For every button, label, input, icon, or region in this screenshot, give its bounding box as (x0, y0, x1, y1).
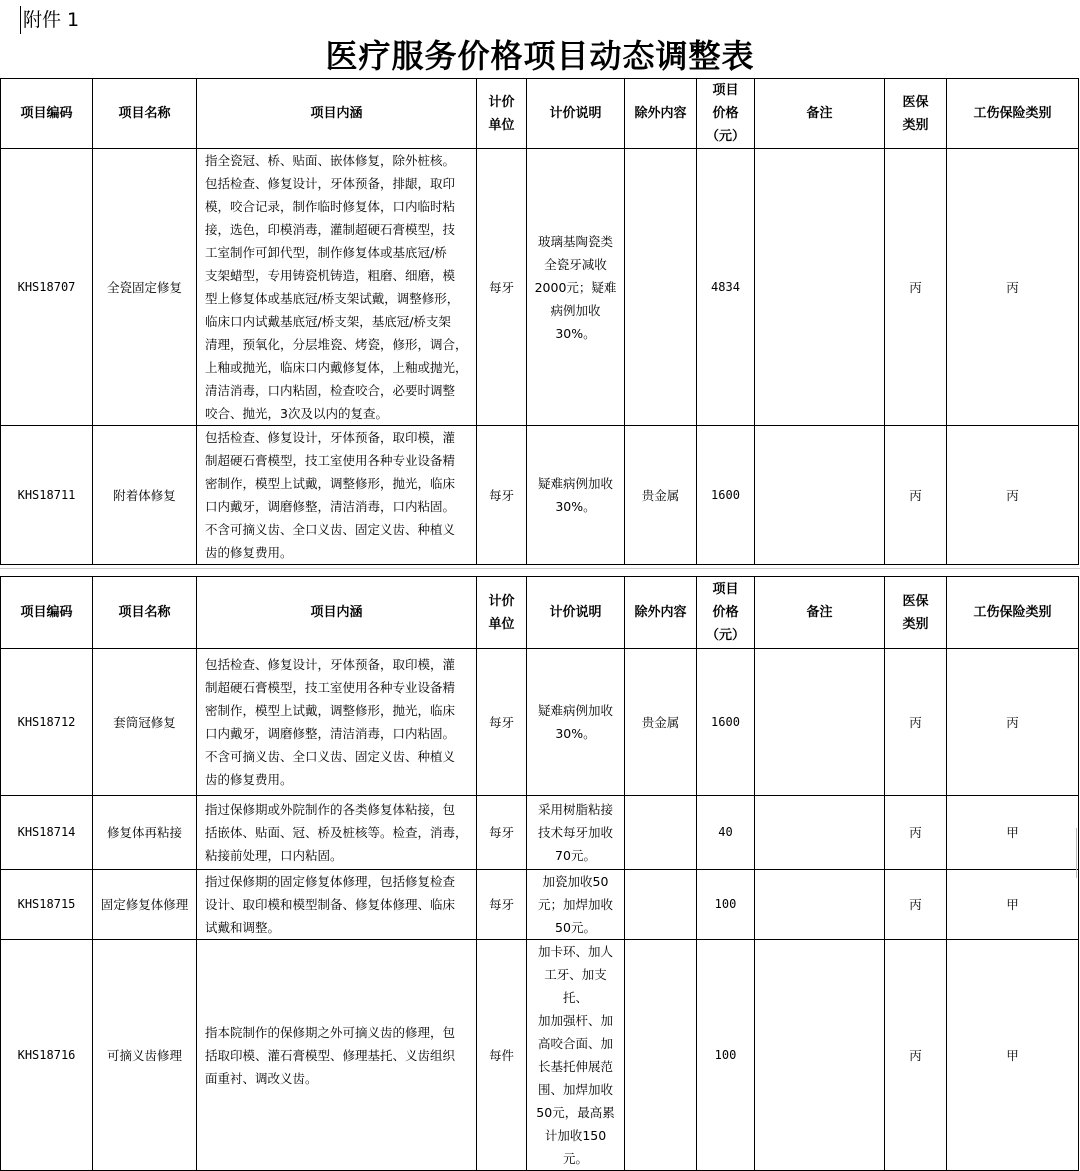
cell-content-line: 不含可摘义齿、全口义齿、固定义齿、种植义 (205, 749, 456, 764)
attachment-label: 附件 1 (20, 6, 79, 34)
cell-remark (755, 940, 885, 1171)
cell-pricing-note-line: 工牙、加支托、 (544, 967, 607, 1005)
cell-excluded (625, 149, 697, 426)
cell-content (197, 870, 477, 940)
cell-remark (755, 426, 885, 565)
cell-content-line: 包括检查、修复设计，牙体预备，取印模，灌 (205, 657, 456, 672)
cell-insurance: 丙 (885, 940, 947, 1171)
cell-code: KHS18716 (1, 940, 93, 1171)
cell-pricing-note-line: 2000元；疑难 (534, 279, 617, 295)
cell-pricing-note-line: 长基托伸展范 (537, 1059, 613, 1074)
header-name: 项目名称 (93, 79, 197, 149)
header-pricing-note: 计价说明 (527, 79, 625, 149)
cell-unit: 每牙 (477, 649, 527, 796)
header-injury: 工伤保险类别 (947, 79, 1079, 149)
header-price-line: 价格 (712, 106, 739, 121)
header-price-line: 项目 (712, 83, 739, 98)
cell-content (197, 796, 477, 870)
cell-pricing-note-line: 50元。 (555, 920, 596, 935)
cell-price: 1600 (697, 426, 755, 565)
cell-name: 全瓷固定修复 (93, 149, 197, 426)
cell-content-line: 指本院制作的保修期之外可摘义齿的修理，包 (205, 1024, 456, 1040)
cell-content-line: 包括检查、修复设计，牙体预备，取印模，灌 (205, 430, 456, 445)
cell-pricing-note-line: 30%。 (555, 325, 596, 341)
cell-pricing-note (527, 426, 625, 565)
cell-pricing-note-line: 高咬合面、加 (537, 1036, 613, 1051)
cell-pricing-note-line: 技术每牙加收 (537, 825, 613, 840)
cell-insurance: 丙 (885, 796, 947, 870)
cell-code: KHS18715 (1, 870, 93, 940)
cell-insurance: 丙 (885, 426, 947, 565)
cell-injury: 甲 (947, 870, 1079, 940)
cell-remark (755, 796, 885, 870)
header-insurance (885, 577, 947, 649)
page-edge-mark (1076, 828, 1080, 878)
cell-price: 100 (697, 870, 755, 940)
cell-name: 套筒冠修复 (93, 649, 197, 796)
cell-pricing-note-line: 计加收150 (544, 1128, 607, 1143)
cell-unit: 每牙 (477, 426, 527, 565)
cell-content (197, 149, 477, 426)
header-price-line: （元） (705, 628, 745, 643)
cell-content-line: 模，咬合记录，制作临时修复体，口内临时粘 (205, 199, 456, 214)
cell-content-line: 面重衬、调改义齿。 (205, 1070, 318, 1086)
cell-pricing-note-line: 30%。 (555, 499, 596, 514)
cell-name: 修复体再粘接 (93, 796, 197, 870)
cell-remark (755, 149, 885, 426)
table-row (1, 940, 1079, 1171)
cell-name: 可摘义齿修理 (93, 940, 197, 1171)
cell-pricing-note-line: 病例加收 (550, 302, 601, 318)
header-unit (477, 79, 527, 149)
cell-insurance: 丙 (885, 149, 947, 426)
cell-excluded (625, 796, 697, 870)
cell-content-line: 粘接前处理，口内粘固。 (205, 848, 343, 863)
cell-content-line: 工室制作可卸代型，制作修复体或基底冠/桥 (205, 245, 447, 260)
cell-excluded: 贵金属 (625, 649, 697, 796)
cell-code: KHS18714 (1, 796, 93, 870)
cell-pricing-note-line: 玻璃基陶瓷类 (537, 233, 613, 249)
cell-excluded: 贵金属 (625, 426, 697, 565)
cell-pricing-note-line: 加瓷加收50 (542, 874, 609, 889)
header-unit (477, 577, 527, 649)
cell-pricing-note-line: 疑难病例加收 (537, 476, 613, 491)
cell-content-line: 包括检查、修复设计，牙体预备，排龈，取印 (205, 176, 456, 191)
cell-code: KHS18712 (1, 649, 93, 796)
page-title: 医疗服务价格项目动态调整表 (325, 37, 755, 75)
table-header-row (1, 79, 1079, 149)
cell-price: 100 (697, 940, 755, 1171)
cell-content-line: 密制作，模型上试戴，调整修形，抛光，临床 (205, 703, 456, 718)
cell-injury: 甲 (947, 796, 1079, 870)
cell-content-line: 咬合、抛光，3次及以内的复查。 (205, 406, 388, 421)
cell-pricing-note-line: 70元。 (555, 848, 596, 863)
cell-pricing-note-line: 全瓷牙减收 (544, 256, 607, 272)
header-price (697, 79, 755, 149)
cell-content-line: 试戴和调整。 (205, 920, 281, 935)
header-price (697, 577, 755, 649)
header-remark: 备注 (755, 577, 885, 649)
cell-pricing-note-line: 加卡环、加人 (537, 944, 613, 959)
cell-content-line: 密制作，模型上试戴，调整修形，抛光，临床 (205, 476, 456, 491)
header-excluded: 除外内容 (625, 79, 697, 149)
cell-injury: 丙 (947, 649, 1079, 796)
cell-injury: 丙 (947, 426, 1079, 565)
cell-pricing-note-line: 加加强杆、加 (537, 1013, 613, 1028)
cell-content-line: 清理，预氧化，分层堆瓷、烤瓷，修形，调合， (205, 337, 468, 352)
cell-pricing-note (527, 940, 625, 1171)
cell-content-line: 括嵌体、贴面、冠、桥及桩核等。检查，消毒， (205, 825, 468, 840)
cell-remark (755, 870, 885, 940)
cell-unit: 每牙 (477, 796, 527, 870)
cell-content-line: 不含可摘义齿、全口义齿、固定义齿、种植义 (205, 522, 456, 537)
table-row (1, 796, 1079, 870)
cell-excluded (625, 870, 697, 940)
header-code: 项目编码 (1, 577, 93, 649)
cell-name: 固定修复体修理 (93, 870, 197, 940)
header-insurance (885, 79, 947, 149)
cell-content (197, 649, 477, 796)
header-injury: 工伤保险类别 (947, 577, 1079, 649)
header-unit-line: 计价 (488, 94, 515, 110)
header-content: 项目内涵 (197, 577, 477, 649)
cell-pricing-note (527, 149, 625, 426)
header-insurance-line: 类别 (902, 117, 929, 133)
cell-remark (755, 649, 885, 796)
cell-insurance: 丙 (885, 649, 947, 796)
header-unit-line: 单位 (488, 117, 515, 133)
cell-pricing-note-line: 元。 (562, 1151, 588, 1166)
cell-name: 附着体修复 (93, 426, 197, 565)
cell-content-line: 口内戴牙，调磨修整，清洁消毒，口内粘固。 (205, 499, 456, 514)
cell-content-line: 制超硬石膏模型，技工室使用各种专业设备精 (205, 453, 456, 468)
header-excluded: 除外内容 (625, 577, 697, 649)
table-row (1, 426, 1079, 565)
table-header-row (1, 577, 1079, 649)
cell-content-line: 指过保修期的固定修复体修理，包括修复检查 (205, 874, 456, 889)
cell-pricing-note-line: 采用树脂粘接 (537, 802, 613, 817)
page-break (0, 568, 1080, 575)
cell-content-line: 口内戴牙，调磨修整，清洁消毒，口内粘固。 (205, 726, 456, 741)
cell-unit: 每牙 (477, 149, 527, 426)
price-table-page-1 (0, 78, 1079, 565)
cell-pricing-note-line: 30%。 (555, 726, 596, 741)
header-insurance-line: 类别 (902, 616, 929, 632)
cell-pricing-note-line: 疑难病例加收 (537, 703, 613, 718)
cell-code: KHS18707 (1, 149, 93, 426)
header-pricing-note: 计价说明 (527, 577, 625, 649)
cell-content-line: 指过保修期或外院制作的各类修复体粘接，包 (205, 802, 456, 817)
cell-unit: 每牙 (477, 870, 527, 940)
cell-unit: 每件 (477, 940, 527, 1171)
cell-content (197, 940, 477, 1171)
header-price-line: 项目 (712, 582, 739, 597)
cell-content-line: 临床口内试戴基底冠/桥支架，基底冠/桥支架 (205, 314, 451, 329)
header-unit-line: 计价 (488, 593, 515, 609)
cell-price: 4834 (697, 149, 755, 426)
header-insurance-line: 医保 (902, 94, 929, 110)
cell-pricing-note (527, 870, 625, 940)
cell-content-line: 齿的修复费用。 (205, 545, 293, 560)
cell-content-line: 齿的修复费用。 (205, 772, 293, 787)
header-unit-line: 单位 (488, 616, 515, 632)
cell-content-line: 清洁消毒，口内粘固，检查咬合，必要时调整 (205, 383, 456, 398)
cell-pricing-note-line: 元；加焊加收 (537, 897, 613, 912)
header-price-line: （元） (705, 129, 745, 144)
cell-content-line: 上釉或抛光，临床口内戴修复体，上釉或抛光， (205, 360, 468, 375)
header-name: 项目名称 (93, 577, 197, 649)
cell-pricing-note-line: 围、加焊加收 (537, 1082, 613, 1097)
cell-price: 40 (697, 796, 755, 870)
cell-injury: 甲 (947, 940, 1079, 1171)
cell-pricing-note (527, 796, 625, 870)
price-table-page-2 (0, 576, 1079, 1171)
cell-excluded (625, 940, 697, 1171)
cell-content-line: 支架蜡型，专用铸瓷机铸造，粗磨、细磨，模 (205, 268, 456, 283)
cell-code: KHS18711 (1, 426, 93, 565)
header-remark: 备注 (755, 79, 885, 149)
cell-insurance: 丙 (885, 870, 947, 940)
cell-injury: 丙 (947, 149, 1079, 426)
header-price-line: 价格 (712, 605, 739, 620)
header-content: 项目内涵 (197, 79, 477, 149)
table-row (1, 649, 1079, 796)
cell-content-line: 接，选色，印模消毒，灌制超硬石膏模型，技 (205, 222, 456, 237)
table-row (1, 149, 1079, 426)
cell-price: 1600 (697, 649, 755, 796)
header-insurance-line: 医保 (902, 593, 929, 609)
cell-content-line: 制超硬石膏模型，技工室使用各种专业设备精 (205, 680, 456, 695)
cell-content-line: 指全瓷冠、桥、贴面、嵌体修复，除外桩核。 (205, 153, 456, 168)
cell-pricing-note (527, 649, 625, 796)
header-code: 项目编码 (1, 79, 93, 149)
cell-content-line: 设计、取印模和模型制备、修复体修理、临床 (205, 897, 456, 912)
cell-content (197, 426, 477, 565)
cell-content-line: 型上修复体或基底冠/桥支架试戴，调整修形， (205, 291, 460, 306)
cell-content-line: 括取印模、灌石膏模型、修理基托、义齿组织 (205, 1047, 456, 1063)
table-row (1, 870, 1079, 940)
cell-pricing-note-line: 50元，最高累 (536, 1105, 615, 1120)
